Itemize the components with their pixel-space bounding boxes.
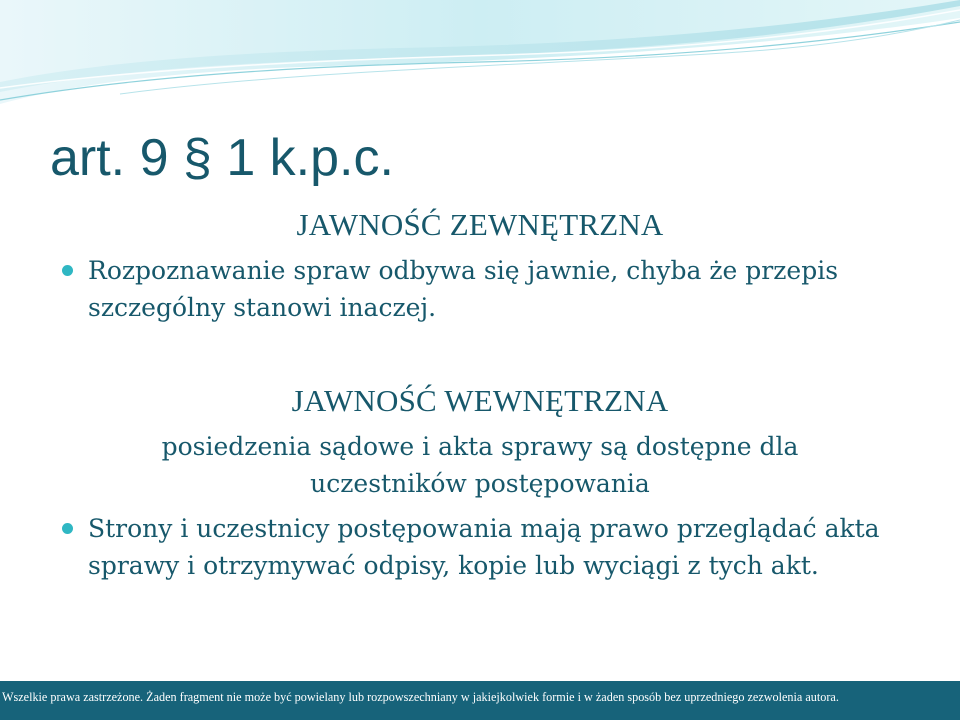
slide-title: art. 9 § 1 k.p.c.: [50, 129, 394, 187]
bullet-text: Rozpoznawanie spraw odbywa się jawnie, chyba że przepis szczególny stanowi inaczej.: [88, 256, 839, 322]
heading-internal-openness: JAWNOŚĆ WEWNĘTRZNA: [291, 383, 669, 418]
bullet-dot-icon: [62, 265, 73, 276]
bullet-item: [62, 252, 922, 326]
bullet-text: Strony i uczestnicy postępowania mają prawo przeglądać akta sprawy i otrzymywać odpisy, kopie lub wyciągi z tych akt.: [88, 514, 880, 580]
copyright-notice: Wszelkie prawa zastrzeżone. Żaden fragment nie może być powielany lub rozpowszechniany w jakiejkolwiek formie i w żaden sposób bez uprzedniego zezwolenia autora.: [2, 690, 839, 704]
decorative-wave-header: [0, 0, 960, 120]
bullet-dot-icon: [62, 523, 73, 534]
internal-openness-description: [0, 428, 960, 502]
description-line: posiedzenia sądowe i akta sprawy są dostępne dla: [161, 432, 799, 461]
description-line: uczestników postępowania: [310, 469, 650, 498]
bullet-item: [62, 510, 922, 584]
heading-external-openness: JAWNOŚĆ ZEWNĘTRZNA: [296, 207, 664, 242]
